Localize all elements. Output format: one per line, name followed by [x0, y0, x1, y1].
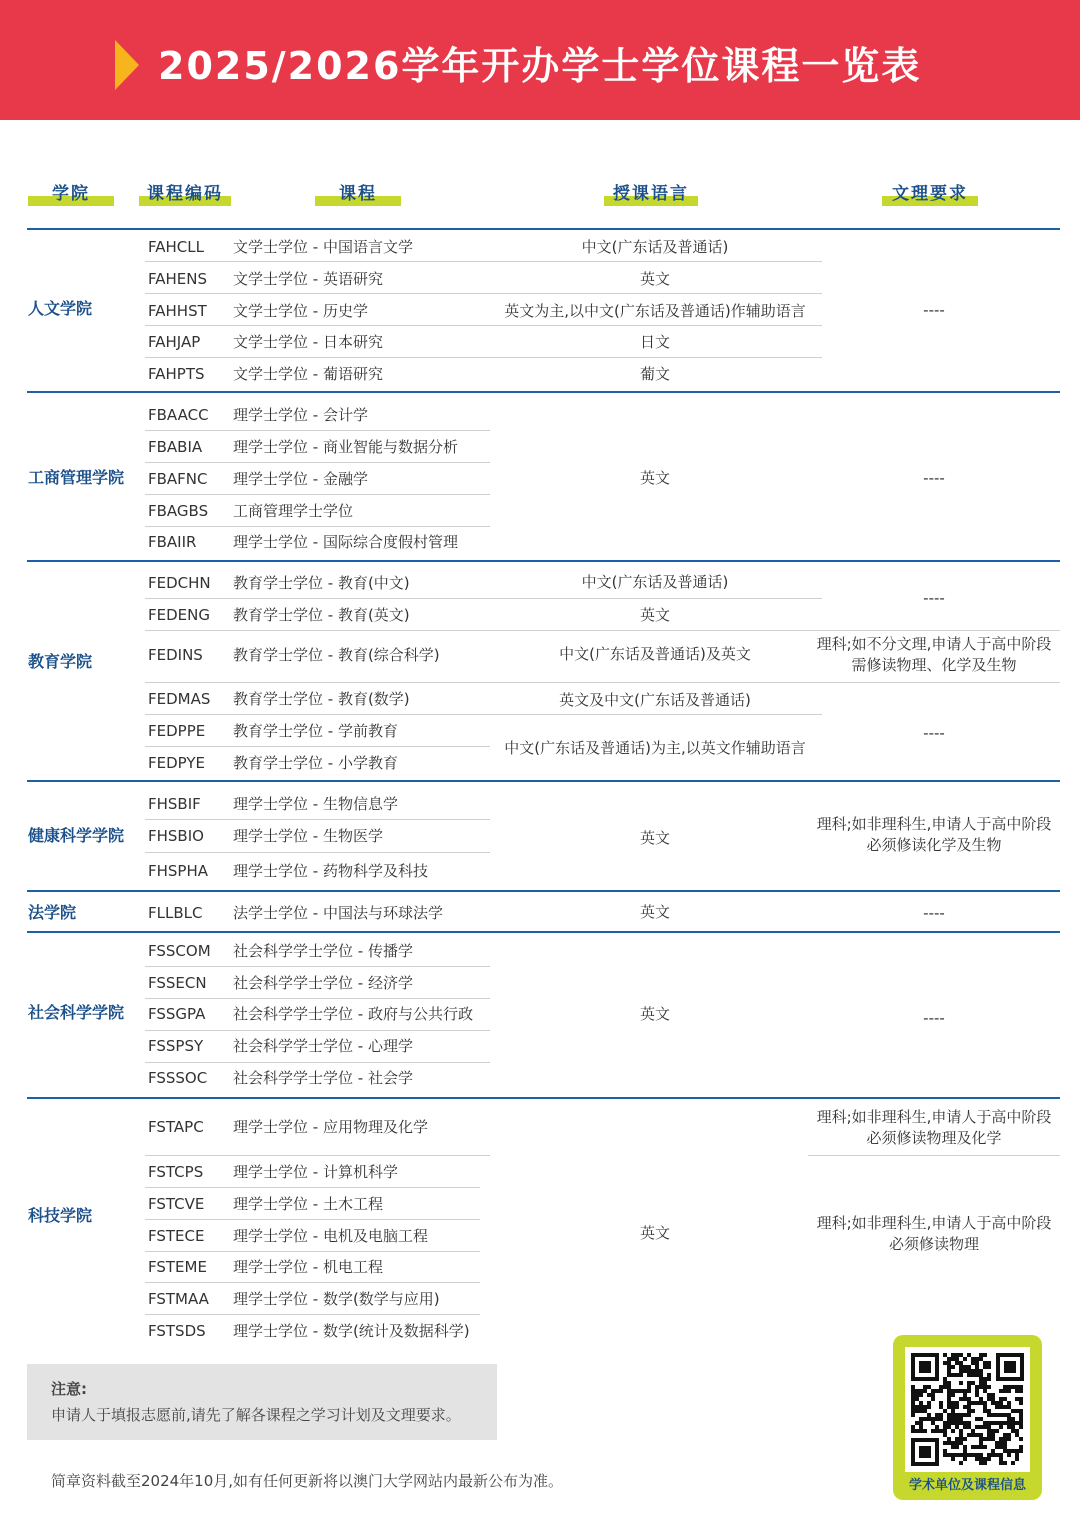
- course-code: FAHHST: [148, 302, 207, 320]
- college-name: 健康科学学院: [28, 826, 125, 845]
- row-divider: [145, 1314, 480, 1315]
- row-divider: [145, 1062, 490, 1063]
- row-divider: [145, 598, 822, 599]
- note-title: 注意:: [51, 1380, 87, 1398]
- header-requirement: 文理要求: [882, 180, 978, 208]
- teaching-language: 日文: [639, 333, 670, 351]
- teaching-language: 英文: [639, 829, 670, 847]
- row-divider: [145, 325, 822, 326]
- requirement: 理科;如非理科生,申请人于高中阶段: [816, 1108, 1052, 1126]
- teaching-language: 英文: [639, 903, 670, 921]
- program-name: 理学士学位 - 应用物理及化学: [233, 1118, 428, 1136]
- header-college: 学院: [28, 180, 114, 208]
- row-divider: [808, 682, 1060, 683]
- teaching-language: 英文: [639, 606, 670, 624]
- row-divider: [145, 357, 822, 358]
- row-divider: [145, 746, 490, 747]
- program-name: 理学士学位 - 数学(数学与应用): [233, 1290, 440, 1308]
- course-code: FSTSDS: [148, 1322, 206, 1340]
- teaching-language: 英文: [639, 1224, 670, 1242]
- row-divider: [145, 1030, 490, 1031]
- course-code: FHSBIF: [148, 795, 201, 813]
- requirement: 理科;如非理科生,申请人于高中阶段: [816, 1214, 1052, 1232]
- program-name: 社会科学学士学位 - 传播学: [233, 942, 413, 960]
- program-name: 社会科学学士学位 - 心理学: [233, 1037, 413, 1055]
- page-title: 2025/2026学年开办学士学位课程一览表: [158, 44, 922, 88]
- course-code: FAHJAP: [148, 333, 201, 351]
- program-name: 文学士学位 - 历史学: [233, 302, 368, 320]
- program-name: 理学士学位 - 生物信息学: [233, 795, 398, 813]
- program-name: 教育学士学位 - 教育(英文): [233, 606, 410, 624]
- row-divider: [145, 261, 822, 262]
- program-name: 文学士学位 - 中国语言文学: [233, 238, 413, 256]
- course-code: FLLBLC: [148, 904, 203, 922]
- course-code: FEDMAS: [148, 690, 211, 708]
- row-divider: [145, 682, 822, 683]
- program-name: 理学士学位 - 生物医学: [233, 827, 383, 845]
- course-code: FHSPHA: [148, 862, 209, 880]
- course-code: FEDENG: [148, 606, 210, 624]
- row-divider: [145, 998, 490, 999]
- program-name: 理学士学位 - 数学(统计及数据科学): [233, 1322, 470, 1340]
- teaching-language: 中文(广东话及普通话)及英文: [559, 645, 751, 663]
- requirement: ----: [923, 724, 945, 742]
- row-divider: [145, 966, 490, 967]
- row-divider: [808, 1155, 1060, 1156]
- row-divider: [145, 1251, 480, 1252]
- course-code: FSTCVE: [148, 1195, 205, 1213]
- header-code: 课程编码: [139, 180, 231, 208]
- program-name: 社会科学学士学位 - 社会学: [233, 1069, 413, 1087]
- program-name: 教育学士学位 - 教育(综合科学): [233, 646, 440, 664]
- program-name: 理学士学位 - 会计学: [233, 406, 368, 424]
- college-name: 教育学院: [28, 652, 93, 671]
- college-name: 法学院: [28, 903, 77, 922]
- course-code: FSSECN: [148, 974, 207, 992]
- section-rule: [27, 780, 1060, 782]
- qr-code-icon[interactable]: [905, 1347, 1030, 1472]
- requirement: 需修读物理、化学及生物: [851, 656, 1017, 674]
- course-code: FBAIIR: [148, 533, 197, 551]
- program-name: 工商管理学士学位: [233, 502, 354, 520]
- course-code: FSTCPS: [148, 1163, 204, 1181]
- course-code: FEDCHN: [148, 574, 211, 592]
- header-program: 课程: [315, 180, 401, 208]
- requirement: ----: [923, 1009, 945, 1027]
- program-name: 理学士学位 - 机电工程: [233, 1258, 383, 1276]
- requirement: 必须修读化学及生物: [866, 836, 1002, 854]
- requirement: 必须修读物理: [888, 1235, 979, 1253]
- row-divider: [145, 1155, 490, 1156]
- teaching-language: 中文(广东话及普通话): [581, 573, 729, 591]
- header-language: 授课语言: [604, 180, 698, 208]
- program-name: 教育学士学位 - 教育(数学): [233, 690, 410, 708]
- row-divider: [145, 526, 490, 527]
- teaching-language: 英文: [639, 1005, 670, 1023]
- qr-caption: 学术单位及课程信息: [908, 1478, 1026, 1493]
- row-divider: [145, 1187, 480, 1188]
- teaching-language: 英文: [639, 270, 670, 288]
- section-rule: [27, 391, 1060, 393]
- requirement: 必须修读物理及化学: [866, 1129, 1002, 1147]
- program-name: 理学士学位 - 电机及电脑工程: [233, 1227, 428, 1245]
- course-code: FSSPSY: [148, 1037, 204, 1055]
- row-divider: [145, 293, 822, 294]
- course-code: FEDINS: [148, 646, 203, 664]
- course-code: FSTECE: [148, 1227, 205, 1245]
- program-name: 教育学士学位 - 小学教育: [233, 754, 398, 772]
- college-name: 社会科学学院: [28, 1003, 125, 1022]
- footer-note: 简章资料截至2024年10月,如有任何更新将以澳门大学网站内最新公布为准。: [51, 1472, 564, 1490]
- program-name: 文学士学位 - 英语研究: [233, 270, 383, 288]
- course-code: FSTMAA: [148, 1290, 209, 1308]
- requirement: ----: [923, 301, 945, 319]
- course-code: FAHCLL: [148, 238, 204, 256]
- course-code: FBAGBS: [148, 502, 209, 520]
- course-code: FEDPPE: [148, 722, 206, 740]
- program-name: 理学士学位 - 金融学: [233, 470, 368, 488]
- row-divider: [145, 462, 490, 463]
- teaching-language: 葡文: [639, 365, 670, 383]
- section-rule: [27, 931, 1060, 933]
- row-divider: [145, 819, 490, 820]
- requirement: ----: [923, 904, 945, 922]
- college-name: 工商管理学院: [28, 468, 125, 487]
- row-divider: [145, 430, 490, 431]
- course-code: FAHENS: [148, 270, 208, 288]
- program-name: 理学士学位 - 计算机科学: [233, 1163, 398, 1181]
- row-divider: [145, 1282, 480, 1283]
- requirement: ----: [923, 589, 945, 607]
- row-divider: [145, 494, 490, 495]
- program-name: 社会科学学士学位 - 经济学: [233, 974, 413, 992]
- note-body: 申请人于填报志愿前,请先了解各课程之学习计划及文理要求。: [51, 1406, 461, 1424]
- course-code: FAHPTS: [148, 365, 205, 383]
- teaching-language: 英文: [639, 469, 670, 487]
- requirement: 理科;如不分文理,申请人于高中阶段: [816, 635, 1052, 653]
- program-name: 教育学士学位 - 学前教育: [233, 722, 398, 740]
- course-code: FSTEME: [148, 1258, 207, 1276]
- section-rule: [27, 890, 1060, 892]
- row-divider: [808, 630, 1060, 631]
- course-code: FSSSOC: [148, 1069, 208, 1087]
- program-name: 理学士学位 - 土木工程: [233, 1195, 383, 1213]
- course-code: FBABIA: [148, 438, 203, 456]
- program-name: 社会科学学士学位 - 政府与公共行政: [233, 1005, 473, 1023]
- course-code: FBAACC: [148, 406, 209, 424]
- row-divider: [145, 1219, 480, 1220]
- note-box: [27, 1364, 497, 1440]
- course-code: FSSCOM: [148, 942, 211, 960]
- section-rule: [27, 560, 1060, 562]
- teaching-language: 英文及中文(广东话及普通话): [559, 691, 751, 709]
- qr-card[interactable]: [893, 1335, 1042, 1500]
- program-name: 法学士学位 - 中国法与环球法学: [233, 904, 443, 922]
- program-name: 理学士学位 - 国际综合度假村管理: [233, 533, 458, 551]
- course-code: FEDPYE: [148, 754, 206, 772]
- row-divider: [145, 852, 490, 853]
- teaching-language: 英文为主,以中文(广东话及普通话)作辅助语言: [504, 302, 806, 320]
- teaching-language: 中文(广东话及普通话): [581, 238, 729, 256]
- requirement: 理科;如非理科生,申请人于高中阶段: [816, 815, 1052, 833]
- program-name: 理学士学位 - 药物科学及科技: [233, 862, 428, 880]
- course-code: FSTAPC: [148, 1118, 204, 1136]
- section-rule: [27, 228, 1060, 230]
- section-rule: [27, 1097, 1060, 1099]
- college-name: 人文学院: [28, 299, 93, 318]
- program-name: 教育学士学位 - 教育(中文): [233, 574, 410, 592]
- requirement: ----: [923, 469, 945, 487]
- row-divider: [145, 630, 822, 631]
- teaching-language: 中文(广东话及普通话)为主,以英文作辅助语言: [504, 739, 806, 757]
- college-name: 科技学院: [28, 1206, 93, 1225]
- program-name: 理学士学位 - 商业智能与数据分析: [233, 438, 458, 456]
- course-code: FHSBIO: [148, 827, 204, 845]
- row-divider: [145, 714, 822, 715]
- program-name: 文学士学位 - 葡语研究: [233, 365, 383, 383]
- program-name: 文学士学位 - 日本研究: [233, 333, 383, 351]
- course-code: FSSGPA: [148, 1005, 206, 1023]
- course-code: FBAFNC: [148, 470, 208, 488]
